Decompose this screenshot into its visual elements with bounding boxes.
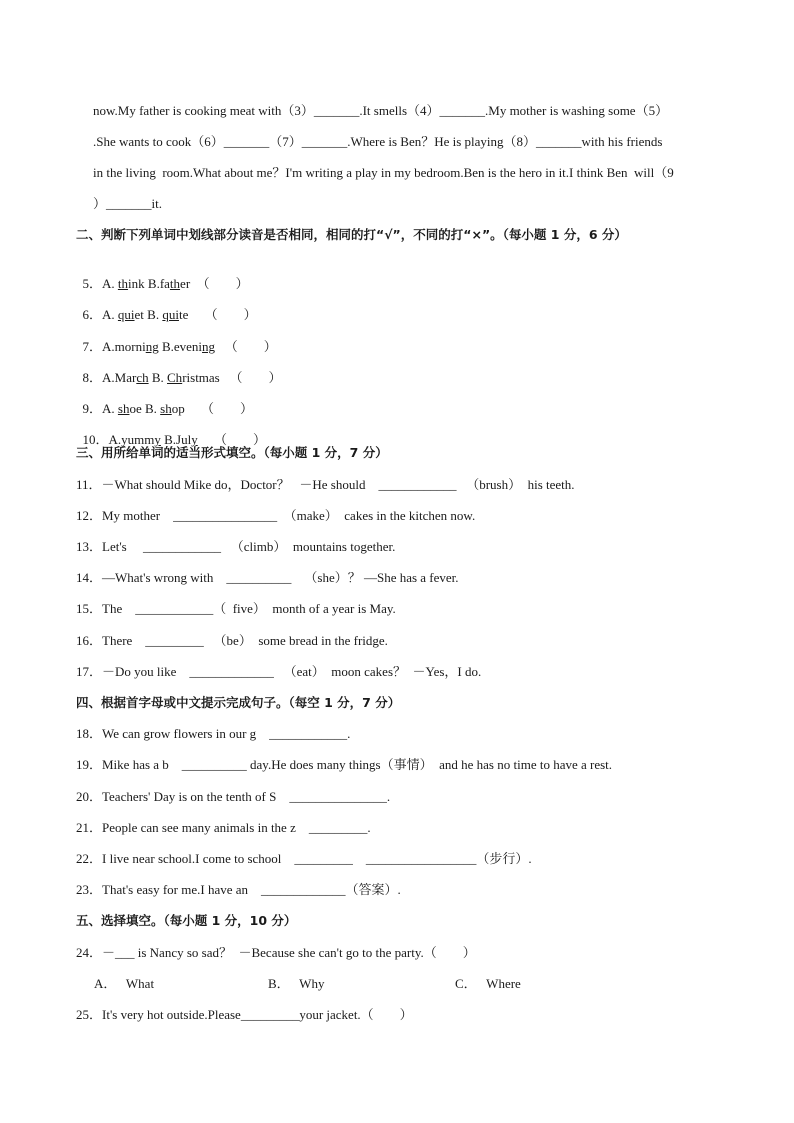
- option-a-rest: B.Jul: [160, 432, 192, 447]
- question-number: 6．: [82, 307, 103, 322]
- option-a-underlined: sh: [117, 401, 130, 416]
- section-4-heading: 四、根据首字母或中文提示完成句子。（每空 1 分，7 分）: [76, 695, 401, 710]
- question-13: 13．Let's ____________ （climb） mountains together.: [76, 539, 396, 554]
- option-b-underlined: qui: [162, 307, 179, 322]
- option-b-underlined: ng: [202, 339, 216, 354]
- option-a-underlined: qui: [117, 307, 135, 322]
- option-a-underlined: ch: [136, 370, 149, 385]
- option-b-rest: te （ ）: [178, 307, 257, 322]
- section-2-heading: 二、判断下列单词中划线部分读音是否相同，相同的打“√”，不同的打“×”。（每小题 1 分，6 分）: [76, 227, 627, 242]
- option-a-rest: et B.: [134, 307, 163, 322]
- option-a-prefix: A.yumm: [108, 432, 155, 447]
- option-a-prefix: A.morni: [102, 339, 146, 354]
- question-25: 25．It's very hot outside.Please_________your jacket.（ ）: [76, 1007, 413, 1022]
- question-number: 5．: [82, 276, 103, 291]
- option-b-rest: er （ ）: [180, 276, 249, 291]
- option-b-rest: ristmas （ ）: [182, 370, 282, 385]
- passage-line-1: now.My father is cooking meat with（3）_______.It smells（4）_______.My mother is washing some（5）: [93, 103, 669, 118]
- option-a-rest: ink B.fa: [128, 276, 170, 291]
- option-b-underlined: sh: [160, 401, 172, 416]
- option-b-rest: （ ）: [215, 339, 277, 354]
- option-a-rest: oe B.: [129, 401, 161, 416]
- question-number: 8．: [82, 370, 103, 385]
- option-a-rest: B.eveni: [158, 339, 203, 354]
- option-b-rest: op （ ）: [171, 401, 253, 416]
- option-a-prefix: A.: [102, 276, 118, 291]
- passage-line-4: ）_______it.: [93, 196, 162, 211]
- question-23: 23．That's easy for me.I have an _____________（答案）.: [76, 882, 401, 897]
- question-17: 17．－Do you like _____________ （eat） moon cakes？ －Yes，I do.: [76, 664, 482, 679]
- question-15: 15．The ____________（ five） month of a year is May.: [76, 601, 396, 616]
- question-24-option-b: B． Why: [268, 976, 325, 991]
- question-18: 18．We can grow flowers in our g ____________.: [76, 726, 351, 741]
- passage-line-2: .She wants to cook（6）_______（7）_______.Where is Ben？He is playing（8）_______with his friends: [93, 134, 663, 149]
- question-6: [76, 288, 257, 324]
- question-number: 9．: [82, 401, 103, 416]
- option-b-underlined: Ch: [167, 370, 183, 385]
- option-b-underlined: th: [169, 276, 181, 291]
- question-24: 24．－___ is Nancy so sad？ －Because she can't go to the party.（ ）: [76, 945, 476, 960]
- option-a-prefix: A.: [102, 401, 118, 416]
- passage-line-3: in the living room.What about me？I'm writing a play in my bedroom.Ben is the hero in it.I think Ben will（9: [93, 165, 674, 180]
- question-11: 11．－What should Mike do，Doctor？ －He should ____________ （brush） his teeth.: [76, 477, 575, 492]
- question-20: 20．Teachers' Day is on the tenth of S _______________.: [76, 789, 391, 804]
- option-a-prefix: A.Mar: [102, 370, 137, 385]
- question-19: 19．Mike has a b __________ day.He does many things（事情） and he has no time to have a rest.: [76, 757, 613, 772]
- question-14: 14．—What's wrong with __________ （she）？ —She has a fever.: [76, 570, 459, 585]
- option-a-underlined: ng: [145, 339, 159, 354]
- question-22: 22．I live near school.I come to school _________ _________________（步行）.: [76, 851, 532, 866]
- option-a-underlined: th: [117, 276, 129, 291]
- section-3-heading: 三、用所给单词的适当形式填空。（每小题 1 分，7 分）: [76, 445, 388, 460]
- option-a-rest: B.: [148, 370, 168, 385]
- question-21: 21．People can see many animals in the z _________.: [76, 820, 371, 835]
- question-16: 16．There _________ （be） some bread in the fridge.: [76, 633, 388, 648]
- option-b-underlined: y: [191, 432, 198, 447]
- question-24-option-a: A． What: [94, 976, 155, 991]
- option-a-prefix: A.: [102, 307, 118, 322]
- option-b-rest: （ ）: [197, 432, 266, 447]
- question-number: 10．: [82, 432, 109, 447]
- question-12: 12．My mother ________________ （make） cakes in the kitchen now.: [76, 508, 476, 523]
- section-5-heading: 五、选择填空。（每小题 1 分，10 分）: [76, 913, 297, 928]
- question-24-option-c: C． Where: [455, 976, 521, 991]
- option-a-underlined: y: [154, 432, 161, 447]
- question-number: 7．: [82, 339, 103, 354]
